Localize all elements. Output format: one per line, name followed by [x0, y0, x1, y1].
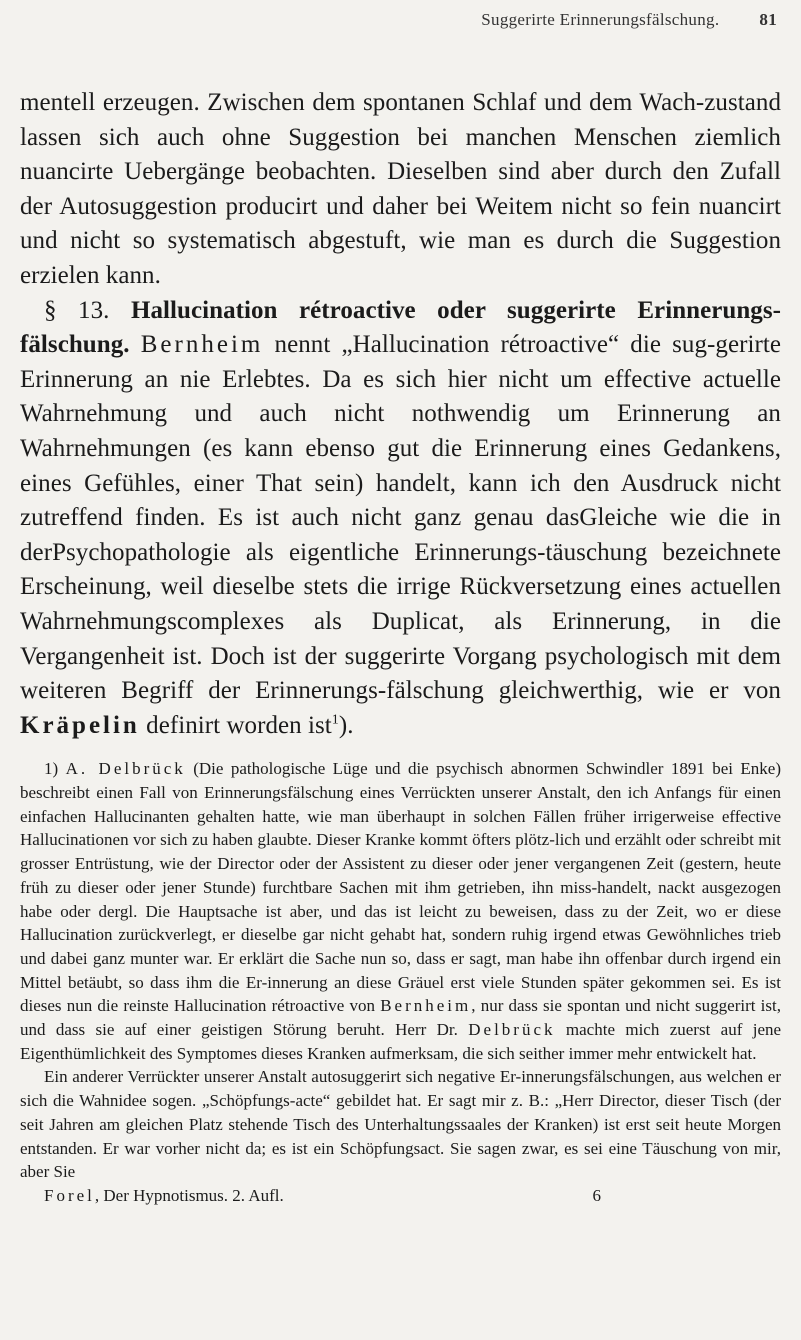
- footnotes: [20, 757, 781, 1207]
- footnote-1-text-b: , nur dass sie spontan und nicht suggerirt ist, und dass sie auf einer geistigen Störung beruht. Herr Dr.: [20, 996, 781, 1040]
- footnote-1-text-c: machte mich zuerst auf jene Eigenthümlichkeit des Symptomes dieses Kranken aufmerksam, die sich seither immer mehr entwickelt hat.: [20, 1020, 782, 1063]
- footnote-1: [20, 757, 781, 1065]
- paragraph-2-end: definirt worden ist: [146, 711, 332, 739]
- signature-line: [44, 1184, 601, 1207]
- paragraph-2-text: nennt „Hallucination rétroactive“ die sug-gerirte Erinnerung an nie Erlebtes. Da es sich hier nicht um effective actuelle Wahrnehmung und auch nicht nothwendig um Erinnerung an Wahrnehmungen (es kann ebenso gut die Erinnerung eines Gedankens, eines Gefühles, einer That sein) handelt, kann ich den Ausdruck nicht zutreffend finden. Es ist auch nicht ganz genau: [20, 331, 781, 532]
- author-name-bernheim: Bernheim: [140, 331, 264, 359]
- book-author: Forel: [44, 1185, 95, 1205]
- running-head: [20, 10, 781, 38]
- paragraph-2-continued: dasGleiche wie die in derPsychopathologie als eigentliche Erinnerungs-täuschung bezeichnete Erscheinung, weil dieselbe stets die irrige Rückversetzung eines actuellen Wahrnehmungscomplexes als Duplicat, als Erinnerung, in die Vergangenheit ist. Doch ist der suggerirte Vorgang psychologisch mit dem weiteren Begriff der Erinnerungs-fälschung gleichwerthig, wie er von: [20, 504, 781, 705]
- author-name-kraepelin: Kräpelin: [20, 711, 140, 739]
- running-title: Suggerirte Erinnerungsfälschung.: [481, 10, 720, 29]
- printer-signature: 6: [592, 1185, 601, 1205]
- footnote-mark: 1): [44, 759, 59, 779]
- section-heading: Hallucination rétroactive oder suggerirte Erinnerungs-fälschung.: [20, 296, 782, 359]
- paragraph-2-close: ).: [338, 711, 354, 739]
- book-reference: [44, 1184, 284, 1207]
- section-number: § 13.: [44, 296, 110, 324]
- paragraph-2: [20, 294, 781, 744]
- footnote-author-delbrueck-2: Delbrück: [468, 1020, 556, 1040]
- footnote-2: Ein anderer Verrückter unserer Anstalt autosuggerirt sich negative Er-innerungsfälschungen, aus welchen er sich die Wahnidee sogen. „Schöpfungs-acte“ gebildet hat. Er sagt mir z. B.: „Herr Director, dieser Tisch (der seit Jahren am gleichen Platz stehende Tisch des Unterhaltungssaales der Kranken) ist erst seit heute Morgen entstanden. Er war vorher nicht da; es ist ein Schöpfungsact. Sie sagen zwar, es sei eine Täuschung von mir, aber Sie: [20, 1067, 781, 1182]
- main-text: [20, 86, 781, 743]
- footnote-author-bernheim: Bernheim: [380, 996, 472, 1016]
- footnote-1-text: (Die pathologische Lüge und die psychisch abnormen Schwindler 1891 bei Enke) beschreibt einen Fall von Erinnerungsfälschung eines Verrückten unserer Anstalt, den ich Anfangs für einen einfachen Hallucinanten gehalten hatte, wie man überhaupt in solchen Fällen früher irrigerweise effective Hallucinationen vor sich zu haben glaubte. Dieser Kranke kommt öfters plötz-lich und erzählt oder schreibt mit grosser Entrüstung, wie der Director oder der Assistent zu dieser oder jener vergangenen Zeit (gestern, heute früh zu dieser oder jener Stunde) furchtbare Sachen mit ihm getrieben, ihn miss-handelt, nackt ausgezogen habe oder dergl. Die Hauptsache ist aber, und das ist leicht zu beweisen, dass zu der Zeit, wo er diese Hallucination zurückverlegt, er dieselbe gar nicht gehabt hat, sondern ruhig irgend etwas Gewöhnliches trieb und dabei ganz munter war. Er erklärt die Sache nun so, dass er sagt, man habe ihn offenbar durch irgend ein Mittel betäubt, so dass ihm die Er-innerung an diese Gräuel erst viele Stunden später gekommen sei. Es ist dieses nun die reinste Hallucination rétroactive von: [20, 759, 782, 1016]
- paragraph-1: mentell erzeugen. Zwischen dem spontanen Schlaf und dem Wach-zustand lassen sich auch ohne Suggestion bei manchen Menschen ziemlich nuancirte Uebergänge beobachten. Dieselben sind aber durch den Zufall der Autosuggestion producirt und daher bei Weitem nicht so fein nuancirt und nicht so systematisch abgestuft, wie man es durch die Suggestion erzielen kann.: [20, 89, 781, 289]
- page-number: 81: [759, 10, 777, 29]
- book-title: , Der Hypnotismus. 2. Aufl.: [94, 1185, 284, 1205]
- footnote-reference[interactable]: 1: [331, 712, 339, 728]
- footnote-author-delbrueck: A. Delbrück: [65, 759, 186, 779]
